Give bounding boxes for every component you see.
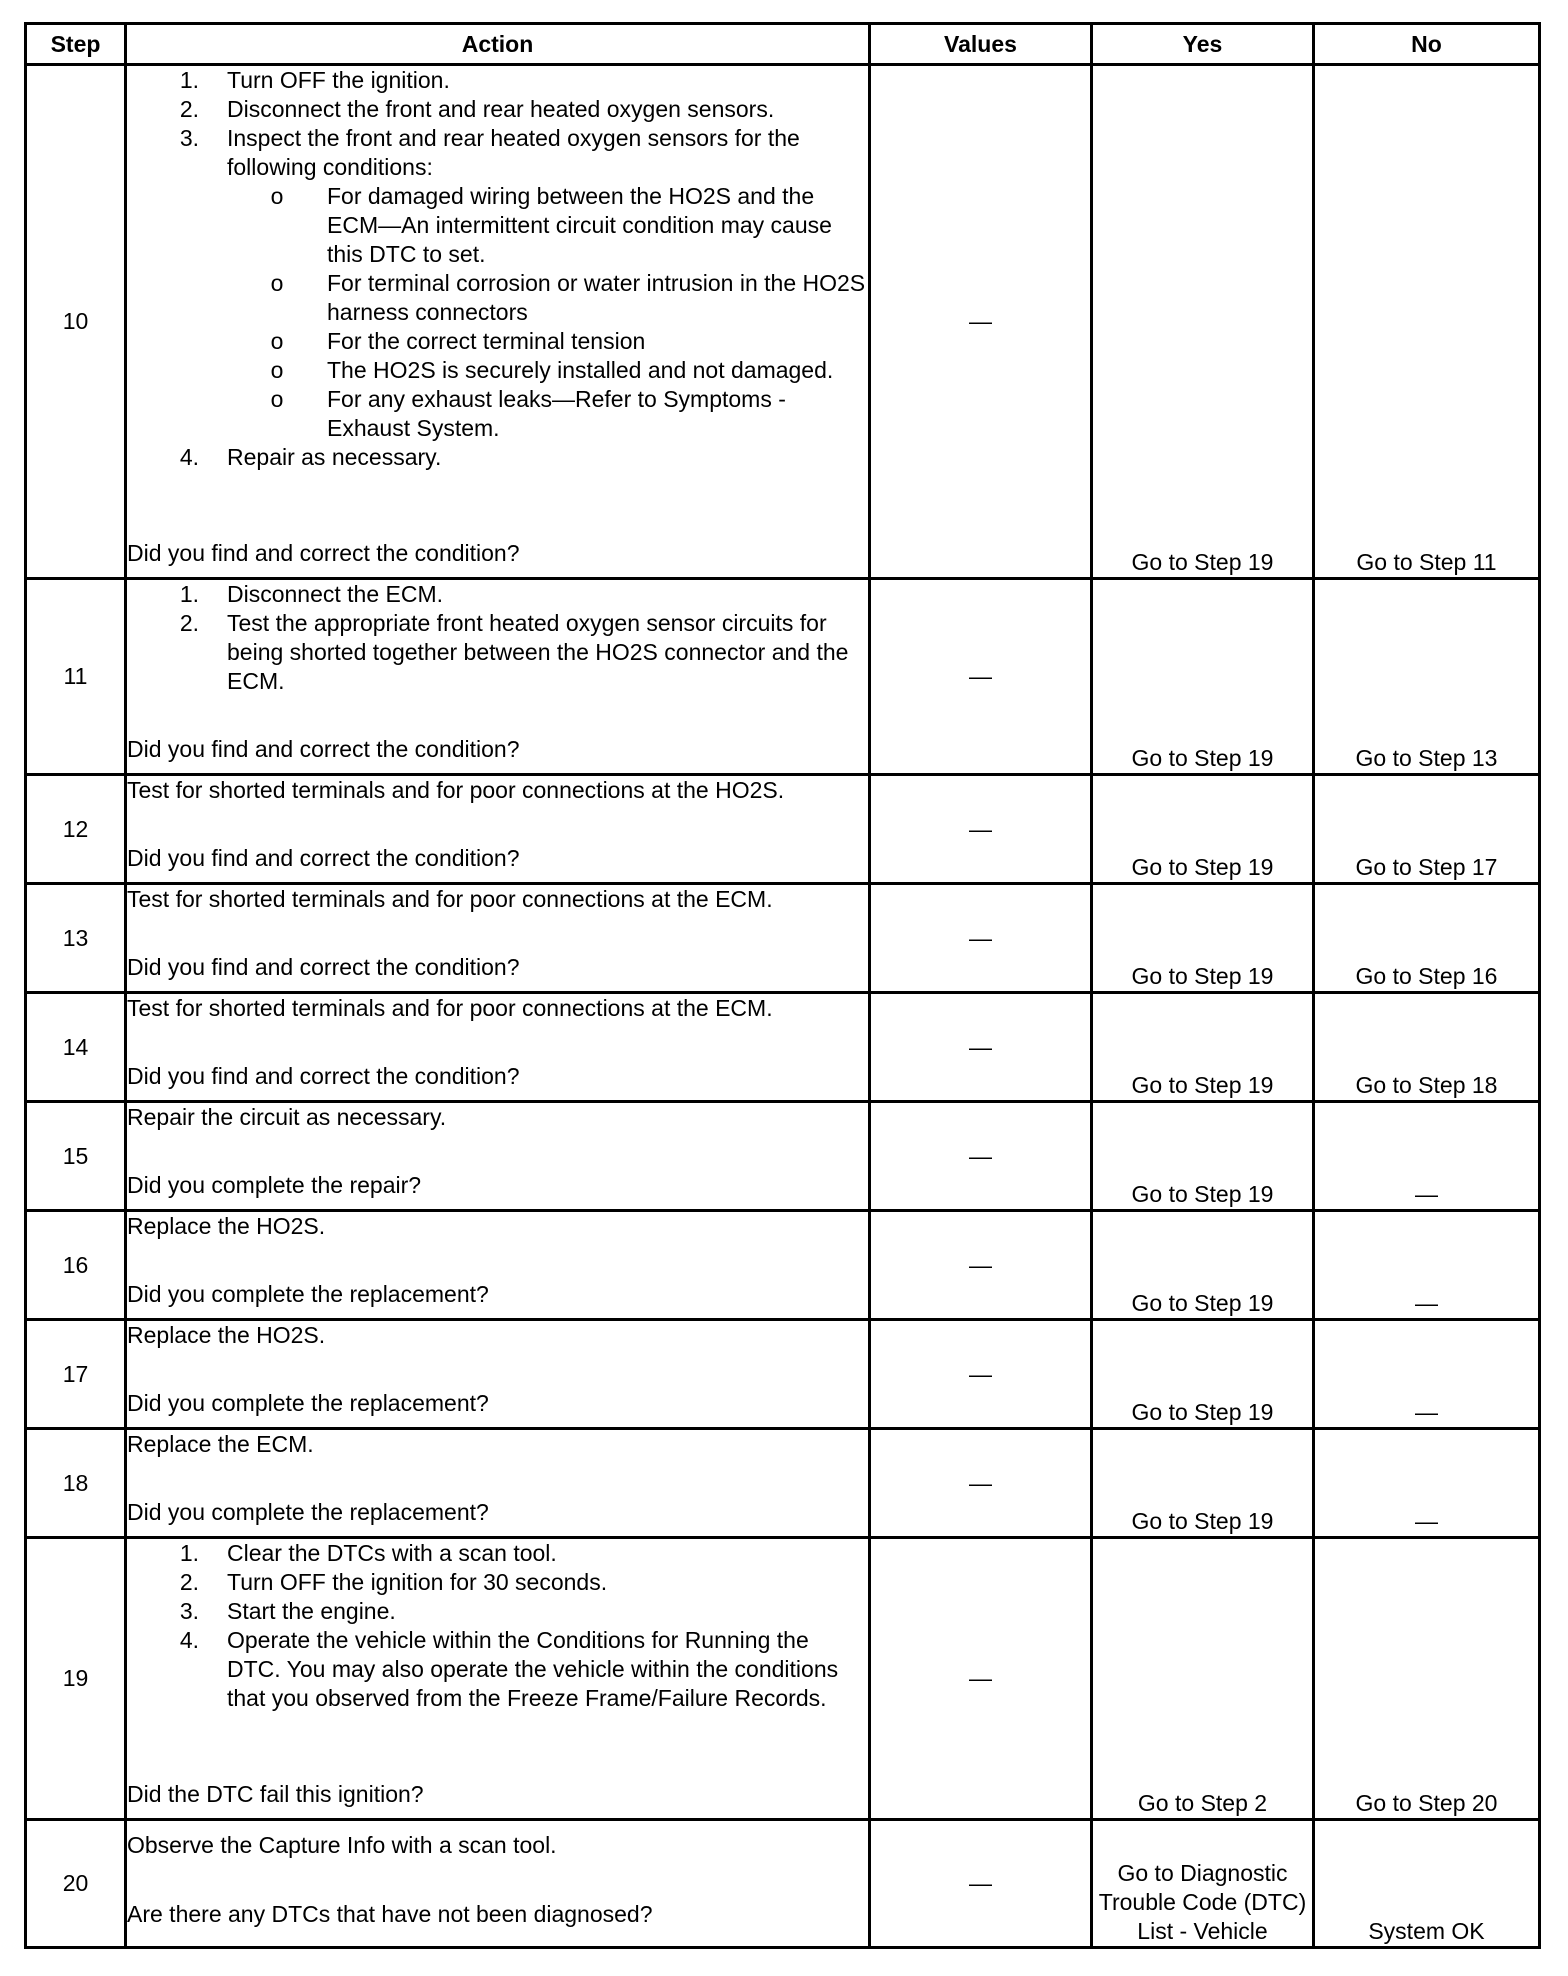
values-cell: — (870, 1211, 1092, 1320)
question-text: Did you find and correct the condition? (127, 1063, 520, 1089)
yes-cell: Go to Step 19 (1092, 884, 1314, 993)
values-cell: — (870, 1320, 1092, 1429)
list-item: 3. Inspect the front and rear heated oxygen sensors for the following conditions: (179, 125, 800, 180)
list-item: 2. Turn OFF the ignition for 30 seconds. (179, 1569, 608, 1595)
header-step: Step (26, 24, 126, 65)
yes-cell: Go to Step 19 (1092, 1429, 1314, 1538)
question-text: Did the DTC fail this ignition? (127, 1781, 424, 1807)
question-text: Did you find and correct the condition? (127, 540, 520, 566)
step-number: 15 (26, 1102, 126, 1211)
action-text: Test for shorted terminals and for poor connections at the ECM. (127, 886, 773, 912)
table-row (26, 65, 1540, 579)
list-item: 1. Clear the DTCs with a scan tool. (179, 1540, 557, 1566)
action-cell (126, 775, 870, 884)
step-number: 14 (26, 993, 126, 1102)
sub-item: o For terminal corrosion or water intrusion in the HO2S harness connectors (227, 269, 868, 327)
sub-item: o The HO2S is securely installed and not damaged. (227, 356, 868, 385)
sub-item: o For the correct terminal tension (227, 327, 868, 356)
action-text: Replace the HO2S. (127, 1322, 326, 1348)
yes-cell: Go to Step 19 (1092, 579, 1314, 775)
yes-cell: Go to Step 2 (1092, 1538, 1314, 1820)
action-cell (126, 1429, 870, 1538)
sub-item: o For any exhaust leaks—Refer to Symptoms - Exhaust System. (227, 385, 868, 443)
yes-cell: Go to Step 19 (1092, 65, 1314, 579)
action-cell (126, 1538, 870, 1820)
values-cell: — (870, 65, 1092, 579)
yes-cell: Go to Diagnostic Trouble Code (DTC) List - Vehicle (1092, 1820, 1314, 1948)
table-row (26, 884, 1540, 993)
step-list (127, 580, 868, 696)
list-item: 1. Turn OFF the ignition. (179, 67, 450, 93)
question-text: Did you complete the replacement? (127, 1281, 489, 1307)
yes-cell: Go to Step 19 (1092, 775, 1314, 884)
sub-list-container (127, 182, 868, 443)
values-cell: — (870, 1538, 1092, 1820)
bullet-icon: o (270, 386, 284, 412)
action-text: Replace the ECM. (127, 1431, 314, 1457)
list-item: 3. Start the engine. (179, 1598, 396, 1624)
question-text: Did you complete the replacement? (127, 1499, 489, 1525)
table-row (26, 775, 1540, 884)
table-row (26, 1211, 1540, 1320)
no-cell: Go to Step 20 (1314, 1538, 1540, 1820)
action-cell (126, 579, 870, 775)
question-text: Did you find and correct the condition? (127, 845, 520, 871)
list-item: 4. Repair as necessary. (179, 444, 442, 470)
step-number: 13 (26, 884, 126, 993)
header-yes: Yes (1092, 24, 1314, 65)
step-number: 11 (26, 579, 126, 775)
table-row (26, 1429, 1540, 1538)
yes-cell: Go to Step 19 (1092, 1320, 1314, 1429)
bullet-icon: o (270, 357, 284, 383)
step-number: 19 (26, 1538, 126, 1820)
values-cell: — (870, 1820, 1092, 1948)
action-cell (126, 1320, 870, 1429)
question-text: Did you find and correct the condition? (127, 954, 520, 980)
values-cell: — (870, 579, 1092, 775)
action-cell (126, 1102, 870, 1211)
question-text: Did you complete the replacement? (127, 1390, 489, 1416)
list-item: 2. Disconnect the front and rear heated oxygen sensors. (179, 96, 775, 122)
sub-item: o For damaged wiring between the HO2S and the ECM—An intermittent circuit condition may cause this DTC to set. (227, 182, 868, 269)
action-cell (126, 1820, 870, 1948)
action-cell (126, 1211, 870, 1320)
no-cell: Go to Step 17 (1314, 775, 1540, 884)
list-item: 4. Operate the vehicle within the Conditions for Running the DTC. You may also operate the vehicle within the conditions that you observed from the Freeze Frame/Failure Records. (179, 1627, 839, 1711)
action-text: Replace the HO2S. (127, 1213, 326, 1239)
step-list (127, 1539, 868, 1713)
values-cell: — (870, 993, 1092, 1102)
no-cell: Go to Step 16 (1314, 884, 1540, 993)
action-text: Repair the circuit as necessary. (127, 1104, 447, 1130)
question-text: Did you complete the repair? (127, 1172, 422, 1198)
step-number: 10 (26, 65, 126, 579)
sub-list (227, 182, 868, 443)
header-no: No (1314, 24, 1540, 65)
step-number: 20 (26, 1820, 126, 1948)
action-cell (126, 993, 870, 1102)
table-row (26, 1538, 1540, 1820)
header-values: Values (870, 24, 1092, 65)
question-text: Did you find and correct the condition? (127, 736, 520, 762)
action-text: Test for shorted terminals and for poor connections at the ECM. (127, 995, 773, 1021)
table-row (26, 1320, 1540, 1429)
values-cell: — (870, 1102, 1092, 1211)
yes-cell: Go to Step 19 (1092, 1211, 1314, 1320)
no-cell: Go to Step 18 (1314, 993, 1540, 1102)
action-cell (126, 884, 870, 993)
step-list (127, 66, 868, 472)
step-number: 16 (26, 1211, 126, 1320)
header-action: Action (126, 24, 870, 65)
yes-cell: Go to Step 19 (1092, 1102, 1314, 1211)
bullet-icon: o (270, 328, 284, 354)
diagnostic-table (24, 22, 1541, 1949)
bullet-icon: o (270, 183, 284, 209)
bullet-icon: o (270, 270, 284, 296)
values-cell: — (870, 884, 1092, 993)
action-text: Test for shorted terminals and for poor connections at the HO2S. (127, 777, 785, 803)
no-cell: — (1314, 1102, 1540, 1211)
list-item: 1. Disconnect the ECM. (179, 581, 444, 607)
no-cell: — (1314, 1320, 1540, 1429)
step-number: 17 (26, 1320, 126, 1429)
step-number: 18 (26, 1429, 126, 1538)
no-cell: — (1314, 1211, 1540, 1320)
yes-cell: Go to Step 19 (1092, 993, 1314, 1102)
table-row (26, 1820, 1540, 1948)
table-row (26, 579, 1540, 775)
no-cell: Go to Step 11 (1314, 65, 1540, 579)
action-text: Observe the Capture Info with a scan tool. (127, 1832, 557, 1858)
header-row (26, 24, 1540, 65)
list-item: 2. Test the appropriate front heated oxygen sensor circuits for being shorted together between the HO2S connector and the ECM. (179, 610, 849, 694)
action-cell (126, 65, 870, 579)
no-cell: — (1314, 1429, 1540, 1538)
question-text: Are there any DTCs that have not been diagnosed? (127, 1901, 653, 1927)
step-number: 12 (26, 775, 126, 884)
no-cell: System OK (1314, 1820, 1540, 1948)
values-cell: — (870, 1429, 1092, 1538)
table-row (26, 993, 1540, 1102)
table-row (26, 1102, 1540, 1211)
values-cell: — (870, 775, 1092, 884)
no-cell: Go to Step 13 (1314, 579, 1540, 775)
